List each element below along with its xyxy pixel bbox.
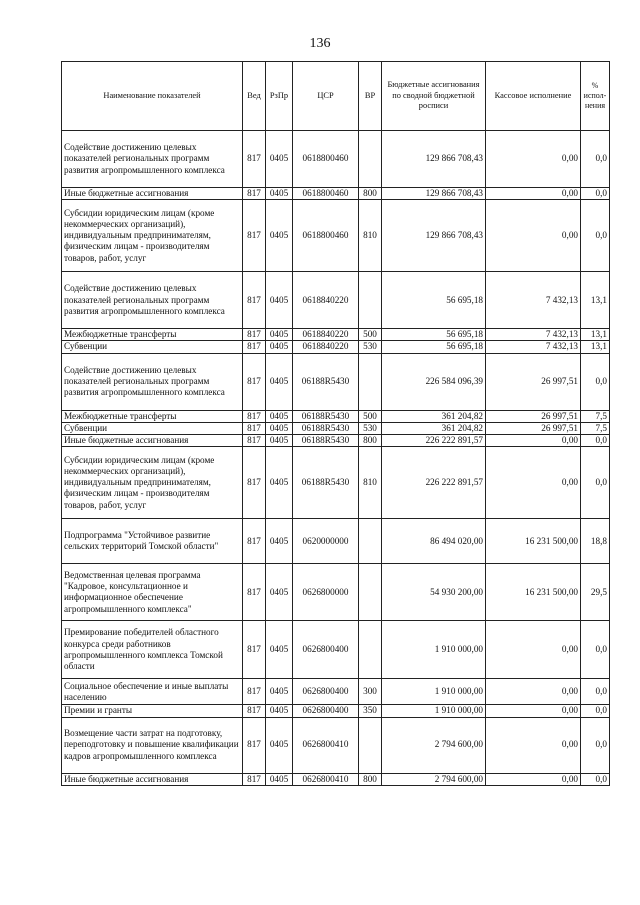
cell-ved: 817: [243, 435, 266, 447]
cell-cash: 0,00: [486, 773, 581, 785]
header-vr: ВР: [359, 62, 382, 131]
cell-name: Премии и гранты: [62, 705, 243, 717]
cell-cash: 0,00: [486, 679, 581, 705]
cell-budget: 226 584 096,39: [382, 353, 486, 410]
table-body: [62, 131, 610, 786]
header-budget: Бюджетные ассигнования по сводной бюджетной росписи: [382, 62, 486, 131]
cell-vr: 810: [359, 200, 382, 272]
cell-pct: 0,0: [581, 705, 610, 717]
cell-cash: 0,00: [486, 188, 581, 200]
cell-vr: 800: [359, 188, 382, 200]
cell-pct: 0,0: [581, 353, 610, 410]
cell-name: Содействие достижению целевых показателей региональных программ развития агропромышленного комплекса: [62, 131, 243, 188]
cell-budget: 226 222 891,57: [382, 447, 486, 519]
cell-pct: 18,8: [581, 519, 610, 564]
cell-cash: 26 997,51: [486, 410, 581, 422]
table-row: [62, 272, 610, 329]
cell-vr: [359, 272, 382, 329]
cell-rzpr: 0405: [266, 717, 293, 773]
cell-rzpr: 0405: [266, 447, 293, 519]
cell-budget: 1 910 000,00: [382, 705, 486, 717]
cell-vr: 800: [359, 773, 382, 785]
cell-rzpr: 0405: [266, 621, 293, 679]
cell-csr: 0618840220: [293, 341, 359, 353]
cell-pct: 0,0: [581, 200, 610, 272]
cell-csr: 0626800410: [293, 773, 359, 785]
cell-vr: [359, 621, 382, 679]
cell-cash: 0,00: [486, 705, 581, 717]
cell-budget: 226 222 891,57: [382, 435, 486, 447]
cell-budget: 129 866 708,43: [382, 200, 486, 272]
cell-ved: 817: [243, 564, 266, 621]
cell-name: Содействие достижению целевых показателей региональных программ развития агропромышленного комплекса: [62, 272, 243, 329]
cell-ved: 817: [243, 717, 266, 773]
cell-budget: 129 866 708,43: [382, 131, 486, 188]
cell-vr: 800: [359, 435, 382, 447]
cell-ved: 817: [243, 341, 266, 353]
cell-csr: 0626800000: [293, 564, 359, 621]
table-row: [62, 188, 610, 200]
cell-pct: 13,1: [581, 329, 610, 341]
cell-ved: 817: [243, 353, 266, 410]
cell-pct: 0,0: [581, 679, 610, 705]
table-row: [62, 131, 610, 188]
cell-budget: 2 794 600,00: [382, 717, 486, 773]
header-pct: % испол-нения: [581, 62, 610, 131]
cell-vr: [359, 717, 382, 773]
cell-cash: 26 997,51: [486, 422, 581, 434]
cell-cash: 0,00: [486, 717, 581, 773]
table-row: [62, 773, 610, 785]
cell-budget: 86 494 020,00: [382, 519, 486, 564]
cell-pct: 29,5: [581, 564, 610, 621]
cell-name: Субвенции: [62, 422, 243, 434]
cell-name: Субвенции: [62, 341, 243, 353]
budget-table: [61, 61, 610, 786]
table-row: [62, 447, 610, 519]
cell-cash: 0,00: [486, 435, 581, 447]
cell-budget: 1 910 000,00: [382, 621, 486, 679]
cell-vr: 530: [359, 422, 382, 434]
cell-vr: [359, 353, 382, 410]
cell-csr: 0620000000: [293, 519, 359, 564]
cell-csr: 06188R5430: [293, 447, 359, 519]
cell-pct: 13,1: [581, 341, 610, 353]
cell-ved: 817: [243, 705, 266, 717]
cell-rzpr: 0405: [266, 422, 293, 434]
cell-ved: 817: [243, 200, 266, 272]
cell-rzpr: 0405: [266, 272, 293, 329]
cell-csr: 0626800400: [293, 705, 359, 717]
cell-name: Подпрограмма "Устойчивое развитие сельских территорий Томской области": [62, 519, 243, 564]
cell-cash: 7 432,13: [486, 329, 581, 341]
cell-csr: 0626800410: [293, 717, 359, 773]
cell-ved: 817: [243, 131, 266, 188]
cell-name: Субсидии юридическим лицам (кроме некоммерческих организаций), индивидуальным предпринимателям, физическим лицам - производителям товаров, работ, услуг: [62, 447, 243, 519]
cell-name: Межбюджетные трансферты: [62, 329, 243, 341]
cell-budget: 56 695,18: [382, 341, 486, 353]
cell-vr: 350: [359, 705, 382, 717]
cell-name: Субсидии юридическим лицам (кроме некоммерческих организаций), индивидуальным предпринимателям, физическим лицам - производителям товаров, работ, услуг: [62, 200, 243, 272]
cell-vr: 530: [359, 341, 382, 353]
cell-budget: 2 794 600,00: [382, 773, 486, 785]
cell-csr: 06188R5430: [293, 422, 359, 434]
table-row: [62, 422, 610, 434]
cell-budget: 1 910 000,00: [382, 679, 486, 705]
cell-ved: 817: [243, 188, 266, 200]
page-number: 136: [309, 36, 331, 51]
cell-pct: 0,0: [581, 131, 610, 188]
cell-csr: 0626800400: [293, 679, 359, 705]
cell-csr: 06188R5430: [293, 353, 359, 410]
table-row: [62, 717, 610, 773]
cell-budget: 361 204,82: [382, 422, 486, 434]
cell-vr: 500: [359, 410, 382, 422]
header-cash: Кассовое исполнение: [486, 62, 581, 131]
cell-rzpr: 0405: [266, 341, 293, 353]
cell-pct: 0,0: [581, 447, 610, 519]
cell-rzpr: 0405: [266, 188, 293, 200]
cell-budget: 361 204,82: [382, 410, 486, 422]
cell-csr: 0618800460: [293, 200, 359, 272]
cell-ved: 817: [243, 410, 266, 422]
cell-cash: 0,00: [486, 447, 581, 519]
cell-ved: 817: [243, 621, 266, 679]
cell-budget: 56 695,18: [382, 272, 486, 329]
cell-cash: 0,00: [486, 131, 581, 188]
cell-csr: 06188R5430: [293, 435, 359, 447]
header-name: Наименование показателей: [62, 62, 243, 131]
cell-name: Иные бюджетные ассигнования: [62, 188, 243, 200]
table-row: [62, 200, 610, 272]
cell-cash: 16 231 500,00: [486, 564, 581, 621]
cell-pct: 0,0: [581, 435, 610, 447]
cell-pct: 0,0: [581, 717, 610, 773]
table-row: [62, 341, 610, 353]
cell-cash: 16 231 500,00: [486, 519, 581, 564]
cell-name: Социальное обеспечение и иные выплаты населению: [62, 679, 243, 705]
cell-pct: 13,1: [581, 272, 610, 329]
cell-ved: 817: [243, 272, 266, 329]
header-row: [62, 62, 610, 131]
cell-csr: 0618800460: [293, 131, 359, 188]
cell-csr: 0618840220: [293, 272, 359, 329]
cell-name: Иные бюджетные ассигнования: [62, 773, 243, 785]
cell-cash: 7 432,13: [486, 272, 581, 329]
cell-rzpr: 0405: [266, 705, 293, 717]
cell-pct: 0,0: [581, 621, 610, 679]
cell-budget: 54 930 200,00: [382, 564, 486, 621]
cell-cash: 7 432,13: [486, 341, 581, 353]
cell-budget: 129 866 708,43: [382, 188, 486, 200]
table-row: [62, 679, 610, 705]
cell-rzpr: 0405: [266, 200, 293, 272]
cell-vr: [359, 131, 382, 188]
cell-rzpr: 0405: [266, 435, 293, 447]
cell-rzpr: 0405: [266, 679, 293, 705]
table-row: [62, 621, 610, 679]
cell-csr: 06188R5430: [293, 410, 359, 422]
cell-vr: 810: [359, 447, 382, 519]
header-ved: Вед: [243, 62, 266, 131]
cell-csr: 0618840220: [293, 329, 359, 341]
cell-rzpr: 0405: [266, 410, 293, 422]
cell-cash: 26 997,51: [486, 353, 581, 410]
cell-name: Ведомственная целевая программа "Кадровое, консультационное и информационное обеспечение агропромышленного комплекса": [62, 564, 243, 621]
header-rzpr: РзПр: [266, 62, 293, 131]
cell-vr: 300: [359, 679, 382, 705]
cell-rzpr: 0405: [266, 353, 293, 410]
cell-budget: 56 695,18: [382, 329, 486, 341]
cell-name: Возмещение части затрат на подготовку, переподготовку и повышение квалификации кадров агропромышленного комплекса: [62, 717, 243, 773]
cell-vr: 500: [359, 329, 382, 341]
cell-csr: 0626800400: [293, 621, 359, 679]
cell-pct: 7,5: [581, 410, 610, 422]
table-row: [62, 329, 610, 341]
table-row: [62, 519, 610, 564]
cell-rzpr: 0405: [266, 329, 293, 341]
cell-cash: 0,00: [486, 200, 581, 272]
cell-vr: [359, 564, 382, 621]
cell-rzpr: 0405: [266, 773, 293, 785]
cell-rzpr: 0405: [266, 564, 293, 621]
cell-name: Иные бюджетные ассигнования: [62, 435, 243, 447]
cell-pct: 7,5: [581, 422, 610, 434]
table-row: [62, 410, 610, 422]
table-row: [62, 705, 610, 717]
cell-name: Премирование победителей областного конкурса среди работников агропромышленного комплекса Томской области: [62, 621, 243, 679]
header-csr: ЦСР: [293, 62, 359, 131]
cell-vr: [359, 519, 382, 564]
cell-pct: 0,0: [581, 188, 610, 200]
cell-ved: 817: [243, 679, 266, 705]
cell-pct: 0,0: [581, 773, 610, 785]
cell-ved: 817: [243, 519, 266, 564]
table-row: [62, 435, 610, 447]
cell-name: Межбюджетные трансферты: [62, 410, 243, 422]
cell-ved: 817: [243, 447, 266, 519]
cell-cash: 0,00: [486, 621, 581, 679]
cell-ved: 817: [243, 773, 266, 785]
table-row: [62, 564, 610, 621]
cell-rzpr: 0405: [266, 131, 293, 188]
cell-name: Содействие достижению целевых показателей региональных программ развития агропромышленного комплекса: [62, 353, 243, 410]
table-row: [62, 353, 610, 410]
cell-csr: 0618800460: [293, 188, 359, 200]
cell-rzpr: 0405: [266, 519, 293, 564]
cell-ved: 817: [243, 422, 266, 434]
cell-ved: 817: [243, 329, 266, 341]
